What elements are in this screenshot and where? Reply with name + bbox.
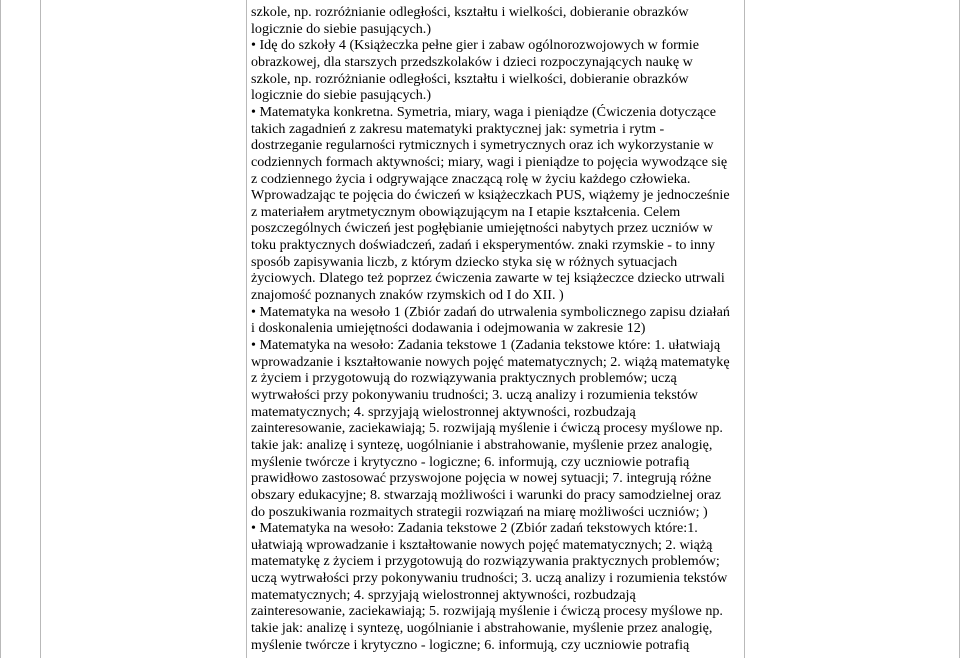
- document-text-line: prawidłowo zastosować przyswojone pojęcia w nowej sytuacji; 7. integrują różne: [251, 470, 712, 487]
- description-cell: [251, 0, 741, 658]
- document-text-line: sposób zapisywania liczb, z którym dziecko styka się w różnych sytuacjach: [251, 253, 678, 270]
- document-text-line: logicznie do siebie pasujących.): [251, 20, 432, 37]
- document-text-line: • Matematyka na wesoło 1 (Zbiór zadań do utrwalenia symbolicznego zapisu działań: [251, 303, 730, 320]
- table-border-left: [0, 0, 1, 658]
- table-column-divider-2: [246, 0, 247, 658]
- document-text-line: życiowych. Dlatego też poprzez ćwiczenia zawarte w tej książeczce dziecko utrwali: [251, 270, 725, 287]
- document-text-line: Wprowadzając te pojęcia do ćwiczeń w książeczkach PUS, wiążemy je jednocześnie: [251, 187, 730, 204]
- document-text-line: logicznie do siebie pasujących.): [251, 87, 432, 104]
- document-text-line: toku praktycznych doświadczeń, zadań i eksperymentów. znaki rzymskie - to inny: [251, 237, 716, 254]
- document-text-line: matematycznych; 4. sprzyjają wielostronnej aktywności, rozbudzają: [251, 403, 636, 420]
- document-text-line: zainteresowanie, zaciekawiają; 5. rozwijają myślenie i ćwiczą procesy myślowe np.: [251, 603, 723, 620]
- document-text-line: matematycznych; 4. sprzyjają wielostronnej aktywności, rozbudzają: [251, 586, 636, 603]
- document-text-line: z życiem i przygotowują do rozwiązywania praktycznych problemów; uczą: [251, 370, 677, 387]
- table-column-divider-1: [40, 0, 41, 658]
- document-text-line: znajomość poznanych znaków rzymskich od I do XII. ): [251, 287, 564, 304]
- document-text-line: takie jak: analizę i syntezę, uogólnianie i abstrahowanie, myślenie przez analogię,: [251, 620, 713, 637]
- document-text-line: wprowadzanie i kształtowanie nowych pojęć matematycznych; 2. wiążą matematykę: [251, 353, 730, 370]
- document-text-line: codziennych formach aktywności; miary, wagi i pieniądze to pojęcia wywodzące się: [251, 153, 728, 170]
- document-text-line: myślenie twórcze i krytyczno - logiczne; 6. informują, czy uczniowie potrafią: [251, 636, 690, 653]
- document-text-line: i doskonalenia umiejętności dodawania i odejmowania w zakresie 12): [251, 320, 646, 337]
- document-text-line: • Idę do szkoły 4 (Książeczka pełne gier i zabaw ogólnorozwojowych w formie: [251, 37, 699, 54]
- document-text-line: • Matematyka na wesoło: Zadania tekstowe 2 (Zbiór zadań tekstowych które:1.: [251, 520, 698, 537]
- document-text-line: wytrwałości przy pokonywaniu trudności; 3. uczą analizy i rozumienia tekstów: [251, 386, 698, 403]
- document-text-line: obrazkowej, dla starszych przedszkolaków i dzieci rozpoczynających naukę w: [251, 53, 693, 70]
- document-text-line: zainteresowanie, zaciekawiają; 5. rozwijają myślenie i ćwiczą procesy myślowe np.: [251, 420, 723, 437]
- document-text-line: takich zagadnień z zakresu matematyki praktycznej jak: symetria i rytm -: [251, 120, 665, 137]
- document-text-line: z codziennego życia i odgrywające znaczącą rolę w życiu każdego człowieka.: [251, 170, 691, 187]
- document-text-line: takie jak: analizę i syntezę, uogólnianie i abstrahowanie, myślenie przez analogię,: [251, 436, 713, 453]
- document-text-line: matematykę z życiem i przygotowują do rozwiązywania praktycznych problemów;: [251, 553, 720, 570]
- document-text-line: dostrzeganie regularności rytmicznych i symetrycznych oraz ich wykorzystanie w: [251, 137, 714, 154]
- document-text-line: z materiałem arytmetycznym obowiązującym na I etapie kształcenia. Celem: [251, 203, 681, 220]
- document-text-line: myślenie twórcze i krytyczno - logiczne; 6. informują, czy uczniowie potrafią: [251, 453, 690, 470]
- document-text-line: obszary edukacyjne; 8. stwarzają możliwości i warunki do pracy samodzielnej oraz: [251, 486, 722, 503]
- document-text-line: ułatwiają wprowadzanie i kształtowanie nowych pojęć matematycznych; 2. wiążą: [251, 536, 713, 553]
- document-text-line: szkole, np. rozróżnianie odległości, kształtu i wielkości, dobieranie obrazków: [251, 4, 689, 20]
- document-text-line: uczą wytrwałości przy pokonywaniu trudności; 3. uczą analizy i rozumienia tekstów: [251, 570, 728, 587]
- document-text-line: szkole, np. rozróżnianie odległości, kształtu i wielkości, dobieranie obrazków: [251, 70, 689, 87]
- document-text-line: poszczególnych ćwiczeń jest pogłębianie umiejętności nabytych przez uczniów w: [251, 220, 713, 237]
- document-text-line: • Matematyka na wesoło: Zadania tekstowe 1 (Zadania tekstowe które: 1. ułatwiają: [251, 337, 721, 353]
- document-text-line: • Matematyka konkretna. Symetria, miary, waga i pieniądze (Ćwiczenia dotyczące: [251, 103, 717, 120]
- document-text-line: do poszukiwania rozmaitych strategii rozwiązań na miarę możliwości uczniów; ): [251, 503, 708, 520]
- table-column-divider-3: [744, 0, 745, 658]
